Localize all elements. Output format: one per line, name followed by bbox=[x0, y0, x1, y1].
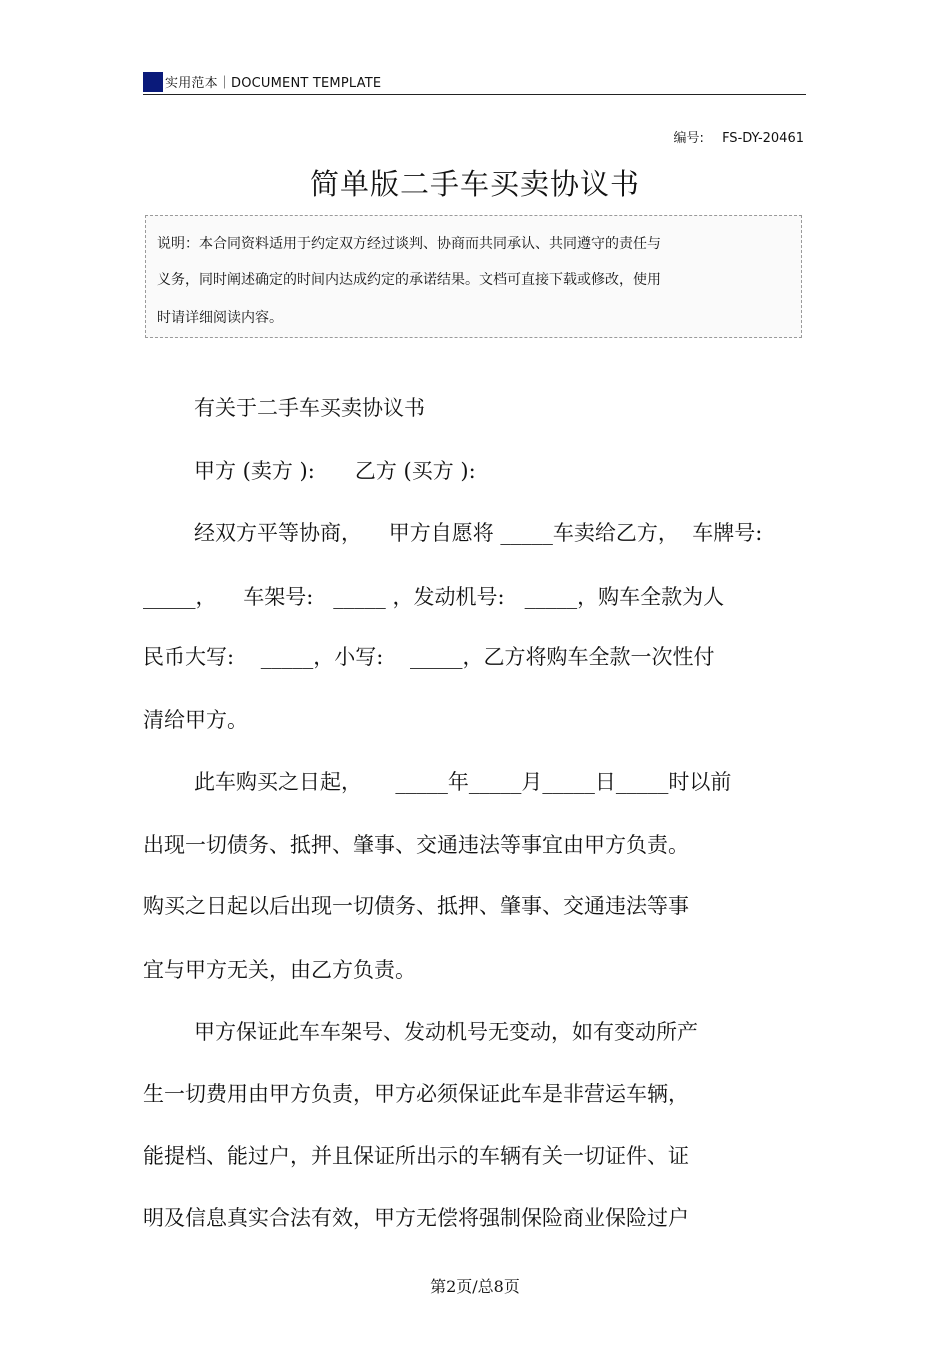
body-paragraph-line: 甲方 (卖方 ): 乙方 (买方 ): bbox=[194, 459, 476, 483]
body-paragraph-line: 宜与甲方无关，由乙方负责。 bbox=[143, 958, 416, 982]
description-line: 说明：本合同资料适用于约定双方经过谈判、协商而共同承认、共同遵守的责任与 bbox=[157, 236, 661, 252]
page-header bbox=[143, 70, 806, 95]
document-number-value: FS-DY-20461 bbox=[722, 131, 804, 146]
document-number-label: 编号: bbox=[673, 131, 704, 146]
body-paragraph-line: 此车购买之日起， _____年_____月_____日_____时以前 bbox=[194, 770, 732, 794]
body-paragraph-line: 购买之日起以后出现一切债务、抵押、肇事、交通违法等事 bbox=[143, 894, 689, 918]
body-paragraph-line: 出现一切债务、抵押、肇事、交通违法等事宜由甲方负责。 bbox=[143, 833, 689, 857]
description-line: 时请详细阅读内容。 bbox=[157, 310, 283, 326]
template-logo-icon bbox=[143, 72, 163, 92]
body-paragraph-line: 经双方平等协商， 甲方自愿将 _____车卖给乙方， 车牌号: bbox=[194, 521, 763, 545]
body-paragraph-line: 民币大写: _____，小写: _____，乙方将购车全款一次性付 bbox=[143, 645, 715, 669]
body-paragraph-line: 甲方保证此车车架号、发动机号无变动，如有变动所产 bbox=[194, 1020, 698, 1044]
document-number bbox=[674, 127, 804, 146]
body-paragraph-line: 能提档、能过户，并且保证所出示的车辆有关一切证件、证 bbox=[143, 1144, 689, 1168]
body-paragraph-line: 清给甲方。 bbox=[143, 708, 248, 732]
page-number: 第2页/总8页 bbox=[430, 1277, 520, 1296]
body-paragraph-line: _____， 车架号: _____ ，发动机号: _____，购车全款为人 bbox=[143, 585, 725, 609]
body-paragraph-line: 生一切费用由甲方负责，甲方必须保证此车是非营运车辆， bbox=[143, 1082, 689, 1106]
document-title: 简单版二手车买卖协议书 bbox=[309, 167, 640, 201]
description-box bbox=[145, 215, 802, 338]
description-line: 义务，同时阐述确定的时间内达成约定的承诺结果。文档可直接下载或修改，使用 bbox=[157, 272, 661, 288]
body-paragraph-line: 明及信息真实合法有效，甲方无偿将强制保险商业保险过户 bbox=[143, 1206, 689, 1230]
header-text: 实用范本｜DOCUMENT TEMPLATE bbox=[165, 76, 382, 91]
body-paragraph-line: 有关于二手车买卖协议书 bbox=[194, 396, 425, 420]
